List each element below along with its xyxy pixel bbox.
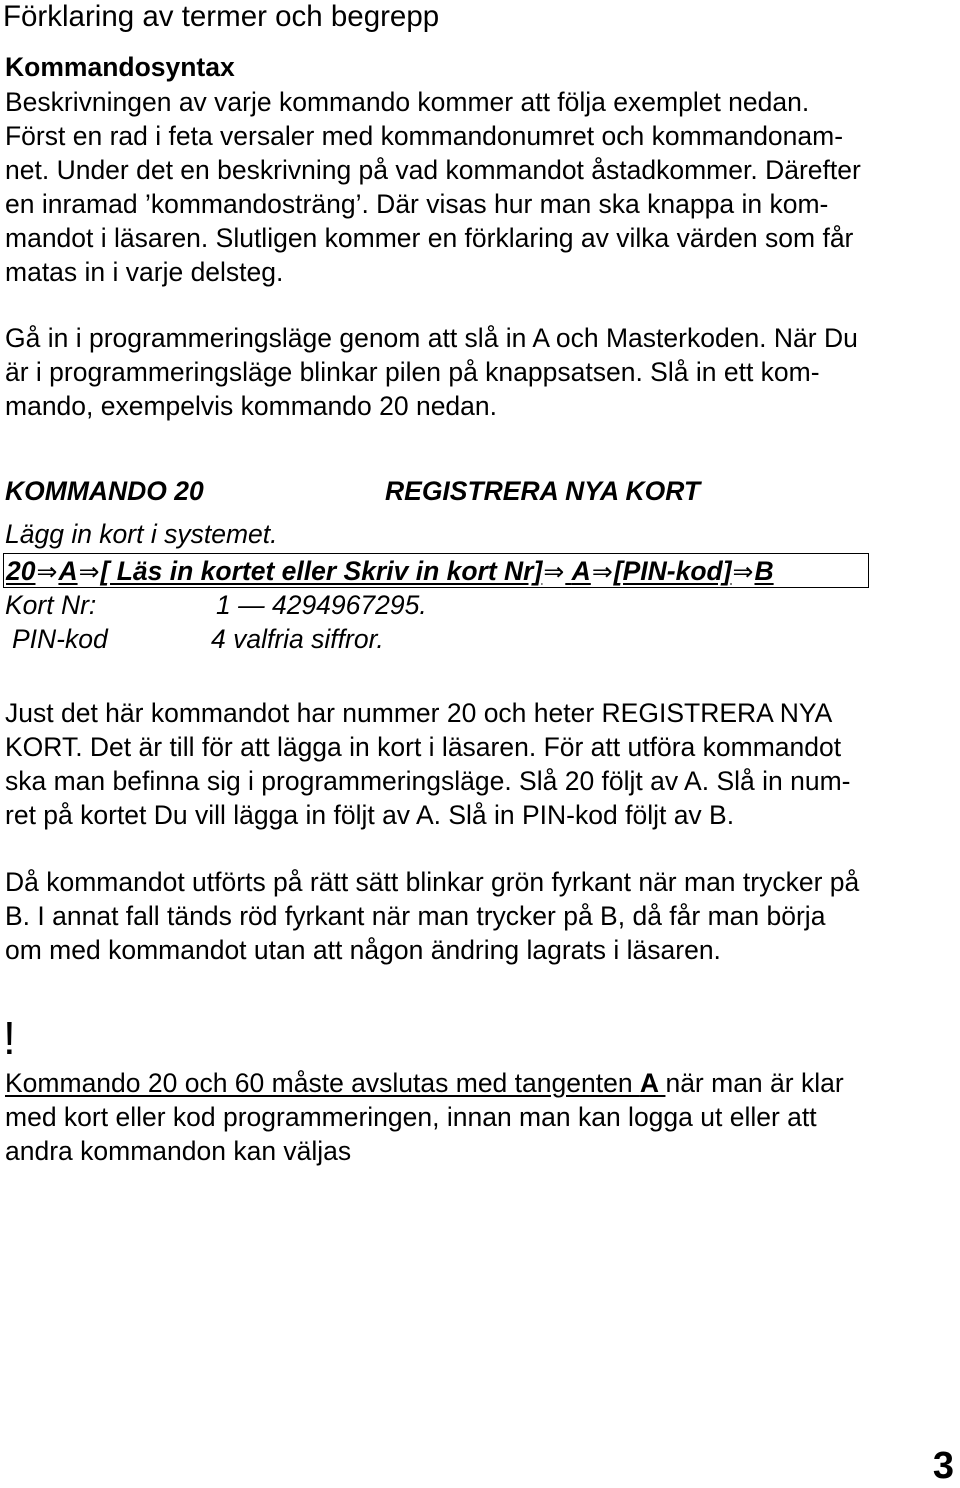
intro-line: Beskrivningen av varje kommando kommer att följa exemplet nedan. bbox=[5, 87, 810, 117]
double-arrow-icon: ⇒ bbox=[78, 558, 100, 586]
warning-icon: ! bbox=[3, 1012, 16, 1064]
syntax-part-key-b: B bbox=[754, 556, 774, 586]
page-number: 3 bbox=[932, 1445, 954, 1487]
param-label: Kort Nr: bbox=[5, 590, 97, 620]
param-value: 4 valfria siffror. bbox=[211, 624, 384, 654]
param-value: 1 — 4294967295. bbox=[216, 590, 427, 620]
double-arrow-icon: ⇒ bbox=[732, 558, 754, 586]
warning-line: med kort eller kod programmeringen, innan man kan logga ut eller att bbox=[5, 1102, 817, 1132]
double-arrow-icon: ⇒ bbox=[543, 558, 565, 586]
page-title: Förklaring av termer och begrepp bbox=[3, 0, 440, 33]
warning-key: A bbox=[639, 1068, 666, 1098]
param-row bbox=[12, 623, 384, 656]
explain-line: Just det här kommandot har nummer 20 och heter REGISTRERA NYA bbox=[5, 698, 833, 728]
result-line: om med kommandot utan att någon ändring lagrats i läsaren. bbox=[5, 935, 721, 965]
explain-line: ska man befinna sig i programmeringsläge. Slå 20 följt av A. Slå in num- bbox=[5, 766, 851, 796]
intro-line: Först en rad i feta versaler med kommandonumret och kommandonam- bbox=[5, 121, 844, 151]
warning-line: andra kommandon kan väljas bbox=[5, 1136, 352, 1166]
explain-line: ret på kortet Du vill lägga in följt av A. Slå in PIN-kod följt av B. bbox=[5, 800, 735, 830]
result-line: Då kommandot utförts på rätt sätt blinkar grön fyrkant när man trycker på bbox=[5, 867, 860, 897]
command-number-label: KOMMANDO 20 bbox=[5, 476, 204, 506]
syntax-part-card: [ Läs in kortet eller Skriv in kort Nr] bbox=[100, 556, 543, 586]
double-arrow-icon: ⇒ bbox=[591, 558, 613, 586]
command-name: REGISTRERA NYA KORT bbox=[385, 476, 701, 506]
intro-line: mandot i läsaren. Slutligen kommer en förklaring av vilka värden som får bbox=[5, 223, 854, 253]
param-label: PIN-kod bbox=[12, 624, 108, 654]
intro-line: en inramad ’kommandosträng’. Där visas hur man ska knappa in kom- bbox=[5, 189, 829, 219]
warning-text: Kommando 20 och 60 måste avslutas med tangenten bbox=[5, 1068, 640, 1098]
double-arrow-icon: ⇒ bbox=[36, 558, 58, 586]
section-heading: Kommandosyntax bbox=[5, 52, 235, 82]
intro-line: matas in i varje delsteg. bbox=[5, 257, 284, 287]
param-row bbox=[5, 589, 427, 622]
command-syntax bbox=[6, 555, 774, 589]
program-line: mando, exempelvis kommando 20 nedan. bbox=[5, 391, 498, 421]
warning-line bbox=[5, 1067, 844, 1100]
syntax-part-number: 20 bbox=[6, 556, 36, 586]
intro-line: net. Under det en beskrivning på vad kommandot åstadkommer. Därefter bbox=[5, 155, 861, 185]
program-line: Gå in i programmeringsläge genom att slå in A och Masterkoden. När Du bbox=[5, 323, 858, 353]
syntax-part-pin: [PIN-kod] bbox=[613, 556, 732, 586]
program-line: är i programmeringsläge blinkar pilen på knappsatsen. Slå in ett kom- bbox=[5, 357, 820, 387]
explain-line: KORT. Det är till för att lägga in kort i läsaren. För att utföra kommandot bbox=[5, 732, 842, 762]
result-line: B. I annat fall tänds röd fyrkant när man trycker på B, då får man börja bbox=[5, 901, 826, 931]
syntax-part-key-a: A bbox=[58, 556, 78, 586]
warning-text: när man är klar bbox=[665, 1068, 844, 1098]
command-subtitle: Lägg in kort i systemet. bbox=[5, 519, 278, 549]
syntax-part-key-a: A bbox=[571, 556, 591, 586]
